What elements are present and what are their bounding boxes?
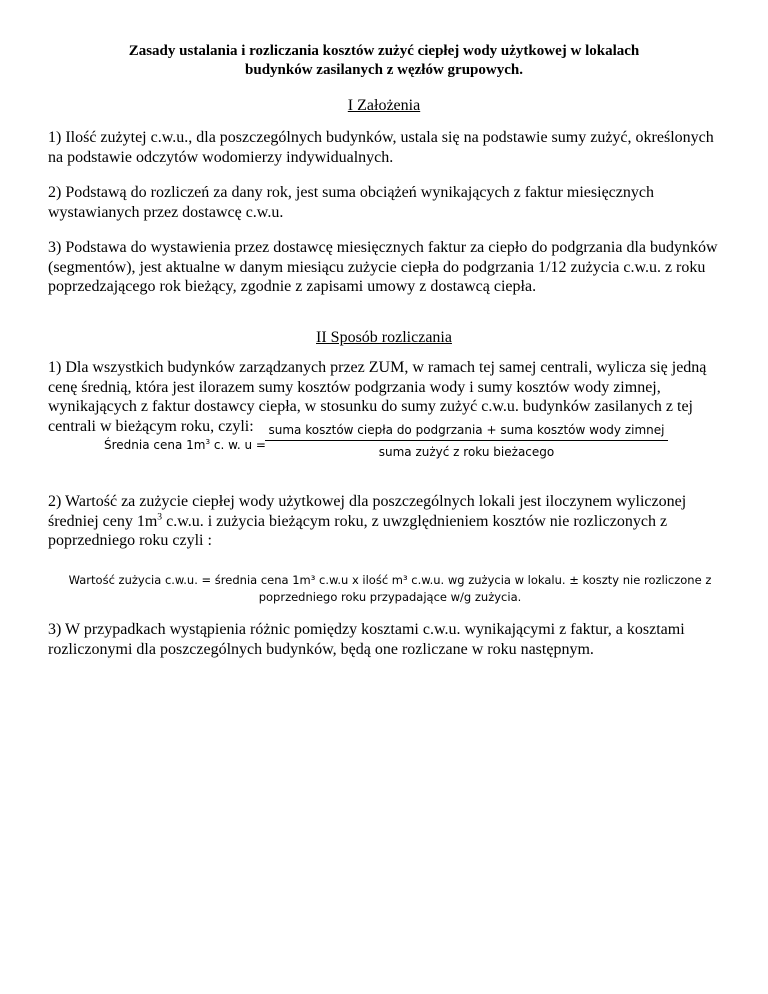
paragraph-1-2: 2) Podstawą do rozliczeń za dany rok, jest suma obciążeń wynikających z faktur miesięcznych wystawianych przez dostawcę c.w.u. xyxy=(48,184,654,221)
value-formula-line-1: Wartość zużycia c.w.u. = średnia cena 1m³ c.w.u x ilość m³ c.w.u. wg zużycia w lokalu. ± koszty nie rozliczone z xyxy=(68,573,712,587)
title-line-1: Zasady ustalania i rozliczania kosztów zużyć ciepłej wody użytkowej w lokalach xyxy=(128,43,640,59)
formula-lhs: Średnia cena $1m^3$ c. w. u = xyxy=(104,437,266,452)
average-price-formula xyxy=(0,422,768,468)
value-formula-line-2: poprzedniego roku przypadające w/g zużycia. xyxy=(258,590,522,604)
paragraph-1-1: 1) Ilość zużytej c.w.u., dla poszczególnych budynków, ustala się na podstawie sumy zużyć, określonych na podstawie odczytów wodomierzy indywidualnych. xyxy=(48,129,714,166)
paragraph-1-3: 3) Podstawa do wystawienia przez dostawcę miesięcznych faktur za ciepło do podgrzania dla budynków (segmentów), jest aktualne w danym miesiącu zużycie ciepła do podgrzania 1/12 zużycia c.w.u. z roku poprzedzającego rok bieżący, zgodnie z zapisami umowy z dostawcą ciepła. xyxy=(48,239,718,295)
formula-denominator: suma zużyć z roku bieżacego xyxy=(378,445,555,459)
value-formula xyxy=(40,572,740,606)
fraction-bar xyxy=(265,440,668,441)
section-heading-sposob-rozliczania: II Sposób rozliczania xyxy=(316,329,452,346)
paragraph-2-3: 3) W przypadkach wystąpienia różnic pomiędzy kosztami c.w.u. wynikającymi z faktur, a kosztami rozliczonymi dla poszczególnych budynków, będą one rozliczane w roku następnym. xyxy=(48,621,685,658)
paragraph-2-1: 1) Dla wszystkich budynków zarządzanych przez ZUM, w ramach tej samej centrali, wylicza się jedną cenę średnią, która jest ilorazem sumy kosztów podgrzania wody i sumy kosztów wody zimnej, wynikających z faktur dostawcy ciepła, w stosunku do sumy zużyć c.w.u. budynków zasilanych z tej centrali w bieżącym roku, czyli: xyxy=(48,359,707,435)
formula-fraction xyxy=(265,422,668,460)
formula-numerator: suma kosztów ciepła do podgrzania + suma kosztów wody zimnej xyxy=(268,423,665,437)
document-title xyxy=(40,42,728,80)
paragraph-2-2: 2) Wartość za zużycie ciepłej wody użytkowej dla poszczególnych lokali jest iloczynem wyliczonej średniej ceny $1m^3$ c.w.u. i zużycia bieżącym roku, z uwzględnieniem kosztów nie rozliczonych z poprzedniego roku czyli : xyxy=(48,493,687,549)
section-heading-zalozenia: I Założenia xyxy=(347,97,421,114)
title-line-2: budynków zasilanych z węzłów grupowych. xyxy=(245,62,523,78)
